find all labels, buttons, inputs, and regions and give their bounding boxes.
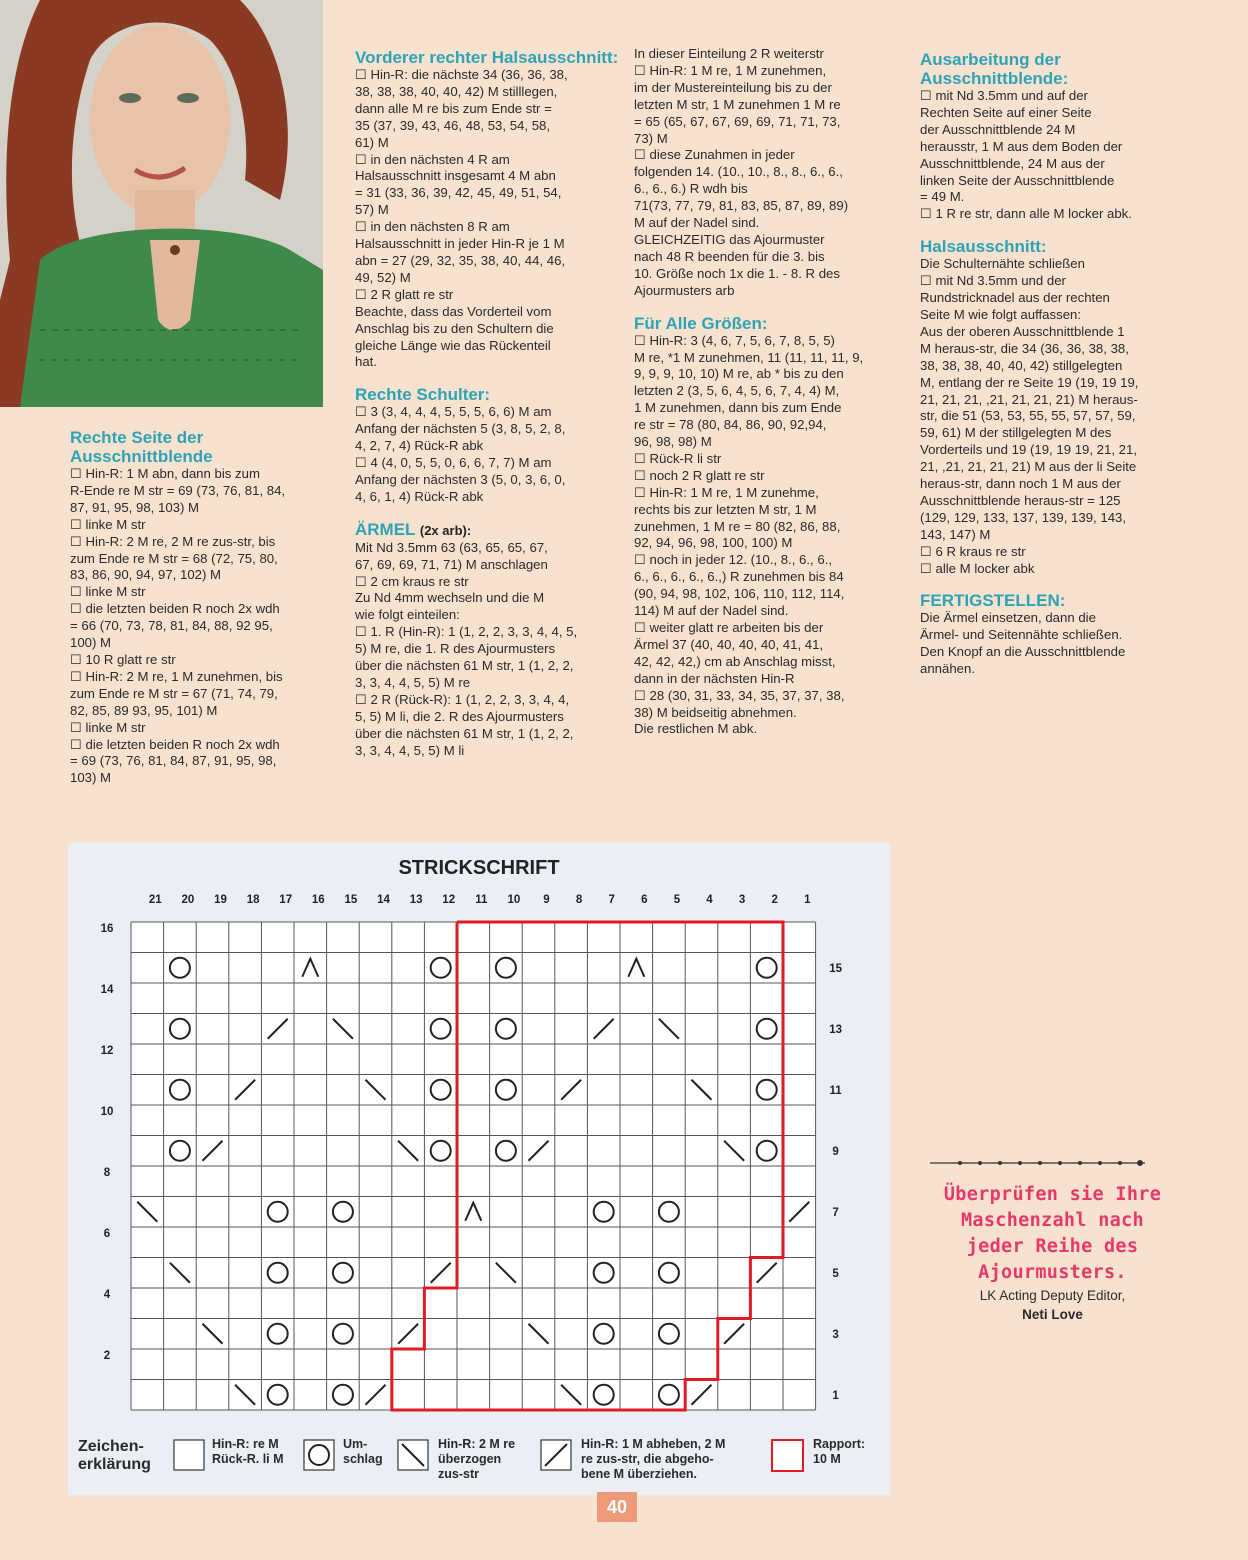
text-line: GLEICHZEITIG das Ajourmuster [634,231,825,247]
text-line: ☐ linke M str [70,516,146,532]
text-line: Zu Nd 4mm wechseln und die M [355,590,545,606]
text-line: Rundstricknadel aus der rechten [920,290,1110,306]
heading-fuer-alle-groessen: Für Alle Größen: [634,313,768,333]
knitting-chart [68,843,890,1433]
text-line: 4, 2, 7, 4) Rück-R abk [355,438,484,454]
text-line: ☐ 10 R glatt re str [70,651,176,667]
text-line: 10. Größe noch 1x die 1. - 8. R des [634,265,840,281]
column-number: 9 [543,894,550,906]
text-line: Die restlichen M abk. [634,721,758,737]
text-line: re str = 78 (80, 84, 86, 90, 92,94, [634,417,827,433]
text-line: ☐ Hin-R: 1 M re, 1 M zunehmen, [634,62,827,78]
text-line: In dieser Einteilung 2 R weiterstr [634,46,824,61]
heading-halsausschnitt: Halsausschnitt: [920,237,1047,257]
decorative-dotted-line [930,1157,1150,1169]
text-line: 100) M [70,635,112,651]
column-number: 10 [507,894,521,906]
text-line: ☐ Hin-R: 2 M re, 2 M re zus-str, bis [70,533,276,549]
text-line: über die nächsten 61 M str, 1 (1, 2, 2, [355,658,574,674]
legend-title-line-1: Zeichen- [78,1438,144,1455]
row-number-left: 16 [100,923,114,935]
column-number: 16 [311,894,325,906]
row-number-right: 9 [832,1145,839,1158]
column-number: 4 [706,894,713,906]
row-number-right: 13 [829,1023,842,1036]
text-line: ☐ die letzten beiden R noch 2x wdh [70,601,280,617]
col1-lines [70,466,340,787]
text-line: annähen. [920,661,976,677]
legend-k2tog-line-2: re zus-str, die abgeho- [581,1452,714,1466]
text-line: 21, 21, 21, ,21, 21, 21, 21) M heraus- [920,391,1138,407]
col4-section-3-lines [920,610,1190,678]
text-line: 57) M [355,202,389,218]
column-number: 2 [771,894,778,906]
text-line: M re, *1 M zunehmen, 11 (11, 11, 11, 9, [634,349,864,365]
legend-yo-line-2: schlag [343,1452,383,1466]
row-number-right: 7 [832,1206,839,1219]
text-line: (90, 94, 98, 102, 106, 110, 112, 114, [634,586,845,602]
text-line: 71(73, 77, 79, 81, 83, 85, 87, 89, 89) [634,198,849,214]
tip-line-4: Ajourmusters. [978,1262,1127,1283]
text-line: letzten 2 (3, 5, 6, 4, 5, 6, 7, 4, 4) M, [634,383,840,399]
column-number: 17 [279,894,293,906]
text-line: 6., 6., 6.) R wdh bis [634,181,748,197]
text-line: ☐ Hin-R: 3 (4, 6, 7, 5, 6, 7, 8, 5, 5) [634,332,835,348]
page-number: 40 [597,1492,637,1522]
text-line: ☐ Rück-R li str [634,450,722,466]
text-line: zunehmen, 1 M re = 80 (82, 86, 88, [634,518,841,534]
text-line: Halsausschnitt in jeder Hin-R je 1 M [355,236,565,252]
text-line: 9, 9, 9, 10, 10) M re, ab * bis zu den [634,366,844,382]
column-number: 11 [475,894,488,906]
text-line: Halsausschnitt insgesamt 4 M abn [355,168,556,184]
text-line: Die Schulternähte schließen [920,256,1085,272]
column-number: 21 [148,894,162,906]
text-line: Seite M wie folgt auffassen: [920,306,1082,322]
legend-ssk-line-3: zus-str [438,1467,479,1481]
text-line: 3, 3, 4, 4, 5, 5) M re [355,675,471,690]
text-line: Aus der oberen Ausschnittblende 1 [920,323,1125,339]
heading-aermel-suffix: (2x arb): [419,522,472,538]
row-number-left: 12 [100,1045,114,1057]
text-line: letzten M str, 1 M zunehmen 1 M re [634,96,841,112]
text-line: Ärmel 37 (40, 40, 40, 40, 41, 41, [634,636,824,652]
text-line: 49, 52) M [355,269,411,285]
text-line: folgenden 14. (10., 10., 8., 8., 6., 6., [634,164,843,180]
text-line: ☐ 6 R kraus re str [920,543,1026,559]
text-line: 3, 3, 4, 4, 5, 5) M li [355,742,465,758]
row-number-left: 6 [103,1228,111,1240]
text-line: ☐ Hin-R: 2 M re, 1 M zunehmen, bis [70,668,283,684]
text-line: ☐ in den nächsten 8 R am [355,219,510,235]
text-line: 96, 98, 98) M [634,434,712,450]
text-line: 114) M auf der Nadel sind. [634,603,789,619]
text-line: ☐ 2 R (Rück-R): 1 (1, 2, 2, 3, 3, 4, 4, [355,691,570,707]
row-number-left: 2 [103,1350,111,1362]
text-line: Ärmel- und Seitennähte schließen. [920,627,1123,643]
column-2 [355,48,620,760]
legend-repeat-line-1: Rapport: [813,1437,866,1451]
col2-section-1-lines [355,67,620,371]
column-number: 8 [575,894,583,906]
text-line: ☐ die letzten beiden R noch 2x wdh [70,736,280,752]
text-line: 61) M [355,134,389,150]
col4-section-1-lines [920,88,1190,223]
tip-line-2: Maschenzahl nach [960,1210,1144,1231]
legend-knit-icon [174,1440,204,1470]
row-number-right: 15 [829,962,842,975]
text-line: ☐ 1. R (Hin-R): 1 (1, 2, 2, 3, 3, 4, 4, 5, [355,624,578,640]
text-line: Anschlag bis zu den Schultern die [355,320,554,336]
column-number: 1 [804,894,811,906]
row-number-left: 8 [103,1167,111,1179]
text-line: 67, 69, 69, 71, 71) M anschlagen [355,556,548,572]
model-photo [0,0,323,407]
col4-section-2-lines [920,256,1190,577]
text-line: 38) M beidseitig abnehmen. [634,704,797,720]
text-line: 82, 85, 89 93, 95, 101) M [70,702,218,718]
text-line: ☐ in den nächsten 4 R am [355,151,510,167]
text-line: (129, 129, 133, 137, 139, 139, 143, [920,509,1127,525]
legend-knit-label [212,1437,284,1467]
text-line: 103) M [70,770,112,786]
column-number: 18 [246,894,260,906]
text-line: der Ausschnittblende 24 M [920,121,1076,137]
text-line: = 66 (70, 73, 78, 81, 84, 88, 92 95, [70,618,273,634]
text-line: ☐ 2 cm kraus re str [355,573,469,589]
text-line: = 49 M. [920,189,965,205]
heading-aermel [355,520,620,540]
text-line: 4, 6, 1, 4) Rück-R abk [355,488,484,504]
text-line: Anfang der nächsten 3 (5, 0, 3, 6, 0, [355,471,566,487]
tip-line-3: jeder Reihe des [966,1236,1139,1257]
legend-k2tog-label [581,1437,725,1482]
text-line: ☐ 28 (30, 31, 33, 34, 35, 37, 37, 38, [634,687,845,703]
legend-repeat-icon [772,1440,803,1471]
text-line: 35 (37, 39, 43, 46, 48, 53, 54, 58, [355,117,551,133]
row-number-left: 4 [103,1289,111,1301]
text-line: ☐ diese Zunahmen in jeder [634,147,795,163]
text-line: M heraus-str, die 34 (36, 36, 38, 38, [920,340,1129,356]
heading-rechte-seite: Rechte Seite der Ausschnittblende [70,428,213,466]
heading-ausarbeitung: Ausarbeitung der Ausschnittblende: [920,50,1069,88]
text-line: = 69 (73, 76, 81, 84, 87, 91, 95, 98, [70,753,277,769]
text-line: ☐ 1 R re str, dann alle M locker abk. [920,206,1132,222]
text-line: Ajourmusters arb [634,282,735,298]
text-line: ☐ 3 (3, 4, 4, 4, 5, 5, 5, 6, 6) M am [355,404,552,420]
tip-author [925,1286,1180,1324]
text-line: ☐ weiter glatt re arbeiten bis der [634,620,824,635]
text-line: ☐ mit Nd 3.5mm und auf der [920,88,1088,103]
column-number: 15 [344,894,358,906]
text-line: dann in der nächsten Hin-R [634,670,795,686]
text-line: 38, 38, 38, 40, 40, 42) stillgelegten [920,357,1123,373]
tip-author-name: Neti Love [1022,1307,1083,1322]
text-line: ☐ noch in jeder 12. (10., 8., 6., 6., [634,552,833,568]
text-line: 38, 38, 38, 40, 40, 42) M stilllegen, [355,83,558,99]
text-line: ☐ linke M str [70,584,146,600]
col3-lines-b [634,333,904,739]
column-number: 6 [641,894,648,906]
text-line: 42, 42, 42,) cm ab Anschlag misst, [634,653,836,669]
legend-knit-line-2: Rück-R. li M [212,1452,284,1466]
legend-k2tog-line-3: bene M überziehen. [581,1467,697,1481]
legend-yo-label [343,1437,383,1467]
column-number: 3 [738,894,746,906]
text-line: = 65 (65, 67, 67, 69, 69, 71, 71, 73, [634,113,841,129]
row-number-left: 14 [100,984,114,996]
text-line: 92, 94, 96, 98, 100, 100) M [634,535,793,551]
tip-author-role: LK Acting Deputy Editor, [979,1288,1126,1303]
text-line: M, entlang der re Seite 19 (19, 19 19, [920,374,1139,390]
text-line: ☐ 4 (4, 0, 5, 5, 0, 6, 6, 7, 7) M am [355,455,552,471]
text-line: rechts bis zur letzten M str, 1 M [634,501,817,517]
text-line: herausstr, 1 M aus dem Boden der [920,138,1123,154]
text-line: ☐ noch 2 R glatt re str [634,467,765,483]
text-line: ☐ Hin-R: 1 M re, 1 M zunehme, [634,484,819,500]
text-line: hat. [355,354,377,370]
column-4 [920,50,1190,678]
text-line: 143, 147) M [920,526,991,542]
text-line: zum Ende re M str = 68 (72, 75, 80, [70,550,278,566]
text-line: wie folgt einteilen: [355,607,460,623]
text-line: heraus-str, dann noch 1 M aus der [920,476,1121,492]
heading-aermel-text: ÄRMEL [355,519,416,539]
col3-lines-a [634,46,904,300]
text-line: M auf der Nadel sind. [634,215,760,231]
knitting-chart-panel [68,843,890,1495]
text-line: R-Ende re M str = 69 (73, 76, 81, 84, [70,482,286,498]
column-number: 20 [181,894,195,906]
column-number: 13 [409,894,423,906]
legend-yo-line-1: Um- [343,1437,368,1451]
text-line: nach 48 R beenden für die 3. bis [634,248,825,264]
legend-ssk-line-1: Hin-R: 2 M re [438,1437,516,1451]
legend-title-line-2: erklärung [78,1456,151,1473]
text-line: zum Ende re M str = 67 (71, 74, 79, [70,685,278,701]
heading-vorderer-halsausschnitt: Vorderer rechter Halsausschnitt: [355,48,619,67]
text-line: 6., 6., 6., 6., 6.,) R zunehmen bis 84 [634,569,844,585]
text-line: ☐ linke M str [70,719,146,735]
legend-k2tog-line-1: Hin-R: 1 M abheben, 2 M [581,1437,726,1451]
text-line: Ausschnittblende, 24 M aus der [920,155,1105,171]
text-line: 5, 5) M li, die 2. R des Ajourmusters [355,708,564,724]
text-line: str, die 51 (53, 53, 55, 55, 57, 57, 59, [920,408,1136,424]
row-number-left: 10 [100,1106,114,1118]
editor-tip [925,1182,1180,1286]
text-line: Den Knopf an die Ausschnittblende [920,644,1126,660]
row-number-right: 3 [832,1328,839,1341]
row-number-right: 5 [832,1267,839,1280]
text-line: 87, 91, 95, 98, 103) M [70,499,200,515]
text-line: Vorderteils und 19 (19, 19 19, 21, 21, [920,442,1138,458]
tip-line-1: Überprüfen sie Ihre [943,1184,1162,1205]
text-line: = 31 (33, 36, 39, 42, 45, 49, 51, 54, [355,185,562,201]
text-line: im der Mustereinteilung bis zu der [634,79,832,95]
text-line: 59, 61) M der stillgelegten M des [920,425,1112,441]
text-line: Ausschnittblende heraus-str = 125 [920,492,1121,508]
heading-fertigstellen: FERTIGSTELLEN: [920,591,1066,611]
text-line: ☐ alle M locker abk [920,560,1035,576]
column-number: 5 [673,894,681,906]
text-line: 21, ,21, 21, 21, 21) M aus der li Seite [920,459,1137,475]
col2-section-3-lines [355,540,620,760]
text-line: Mit Nd 3.5mm 63 (63, 65, 65, 67, [355,539,548,555]
text-line: abn = 27 (29, 32, 35, 38, 40, 44, 46, [355,252,566,268]
heading-rechte-schulter: Rechte Schulter: [355,385,491,405]
legend-repeat-label [813,1437,865,1467]
row-number-right: 1 [832,1389,839,1402]
column-number: 14 [377,894,390,906]
text-line: Die Ärmel einsetzen, dann die [920,610,1096,626]
text-line: 5) M re, die 1. R des Ajourmusters [355,641,556,657]
row-number-right: 11 [829,1084,842,1097]
text-line: ☐ Hin-R: 1 M abn, dann bis zum [70,466,260,481]
column-number: 12 [442,894,456,906]
column-number: 7 [608,894,615,906]
chart-title: STRICKSCHRIFT [398,857,560,879]
legend-repeat-line-2: 10 M [813,1452,841,1466]
text-line: 83, 86, 90, 94, 97, 102) M [70,567,222,583]
legend-ssk-label [438,1437,515,1482]
text-line: gleiche Länge wie das Rückenteil [355,337,551,353]
legend-knit-line-1: Hin-R: re M [212,1437,279,1451]
text-line: ☐ Hin-R: die nächste 34 (36, 36, 38, [355,67,568,82]
col2-section-2-lines [355,404,620,505]
column-number: 19 [214,894,227,906]
text-line: 1 M zunehmen, dann bis zum Ende [634,400,842,416]
column-3 [634,46,904,738]
text-line: Rechten Seite auf einer Seite [920,104,1092,120]
text-line: Beachte, dass das Vorderteil vom [355,303,552,319]
column-1 [70,428,340,787]
text-line: über die nächsten 61 M str, 1 (1, 2, 2, [355,725,574,741]
text-line: 73) M [634,130,668,146]
legend-ssk-line-2: überzogen [438,1452,502,1466]
text-line: Anfang der nächsten 5 (3, 8, 5, 2, 8, [355,421,566,437]
text-line: ☐ mit Nd 3.5mm und der [920,273,1066,289]
text-line: dann alle M re bis zum Ende str = [355,100,552,116]
text-line: linken Seite der Ausschnittblende [920,172,1115,188]
text-line: ☐ 2 R glatt re str [355,286,454,302]
